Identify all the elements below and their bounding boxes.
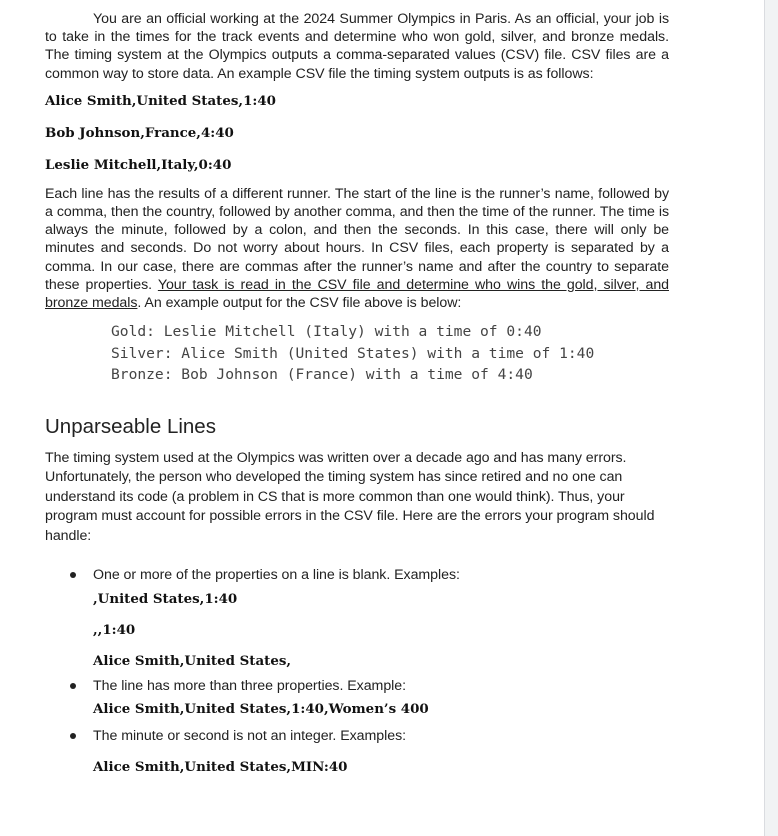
error-example: Alice Smith,United States,MIN:40 — [93, 758, 348, 775]
error-example: ,,1:40 — [93, 621, 136, 638]
output-line-silver: Silver: Alice Smith (United States) with a time of 1:40 — [111, 344, 595, 362]
csv-line-3: Leslie Mitchell,Italy,0:40 — [45, 156, 232, 173]
error-text: One or more of the properties on a line is blank. Examples: — [93, 567, 460, 584]
error-text: The line has more than three properties. Example: — [93, 677, 406, 694]
explanation-text: Each line has the results of a different runner. The start of the line is the runner’s name, followed by a comma, then the country, followed by another comma, and then the time of the runner. The time is always the minute, followed by a colon, and then the seconds. In this case, there will only be minutes and seconds. Do not worry about hours. In CSV files, each property is separated by a comma. In our case, there are commas after the runner’s name and after the country to separate these properties. — [45, 185, 669, 293]
bullet-icon — [70, 683, 76, 689]
document-content — [45, 10, 669, 775]
error-example: Alice Smith,United States, — [93, 652, 292, 669]
errors-list — [45, 566, 669, 775]
error-example: ,United States,1:40 — [93, 590, 238, 607]
error-item-blank — [45, 566, 669, 669]
csv-line-1: Alice Smith,United States,1:40 — [45, 92, 276, 109]
error-item-extra-properties — [45, 677, 669, 718]
output-line-bronze: Bronze: Bob Johnson (France) with a time of 4:40 — [111, 366, 533, 384]
bullet-icon — [70, 733, 76, 739]
output-example — [45, 321, 669, 386]
output-line-gold: Gold: Leslie Mitchell (Italy) with a time of 0:40 — [111, 323, 542, 341]
section-heading: Unparseable Lines — [45, 414, 216, 438]
error-example: Alice Smith,United States,1:40,Women’s 400 — [93, 701, 429, 718]
task-statement: Your task is read in the CSV file and determine who wins the gold, silver, and bronze medals — [45, 276, 669, 312]
csv-line-2: Bob Johnson,France,4:40 — [45, 124, 234, 141]
explanation-tail: . An example output for the CSV file above is below: — [137, 295, 462, 312]
bullet-icon — [70, 572, 76, 578]
section-paragraph: The timing system used at the Olympics was written over a decade ago and has many errors. Unfortunately, the person who developed the timing system has since retired and no one can understand its code (a problem in CS that is more common than one would think). Thus, your program must account for possible errors in the CSV file. Here are the errors your program should handle: — [45, 449, 655, 544]
error-item-not-integer — [45, 727, 669, 775]
explanation-paragraph — [45, 185, 669, 312]
error-text: The minute or second is not an integer. Examples: — [93, 728, 407, 745]
intro-paragraph: You are an official working at the 2024 Summer Olympics in Paris. As an official, your job is to take in the times for the track events and determine who won gold, silver, and bronze medals. The timing system at the Olympics outputs a comma-separated values (CSV) file. CSV files are a common way to store data. An example CSV file the timing system outputs is as follows: — [45, 11, 669, 82]
